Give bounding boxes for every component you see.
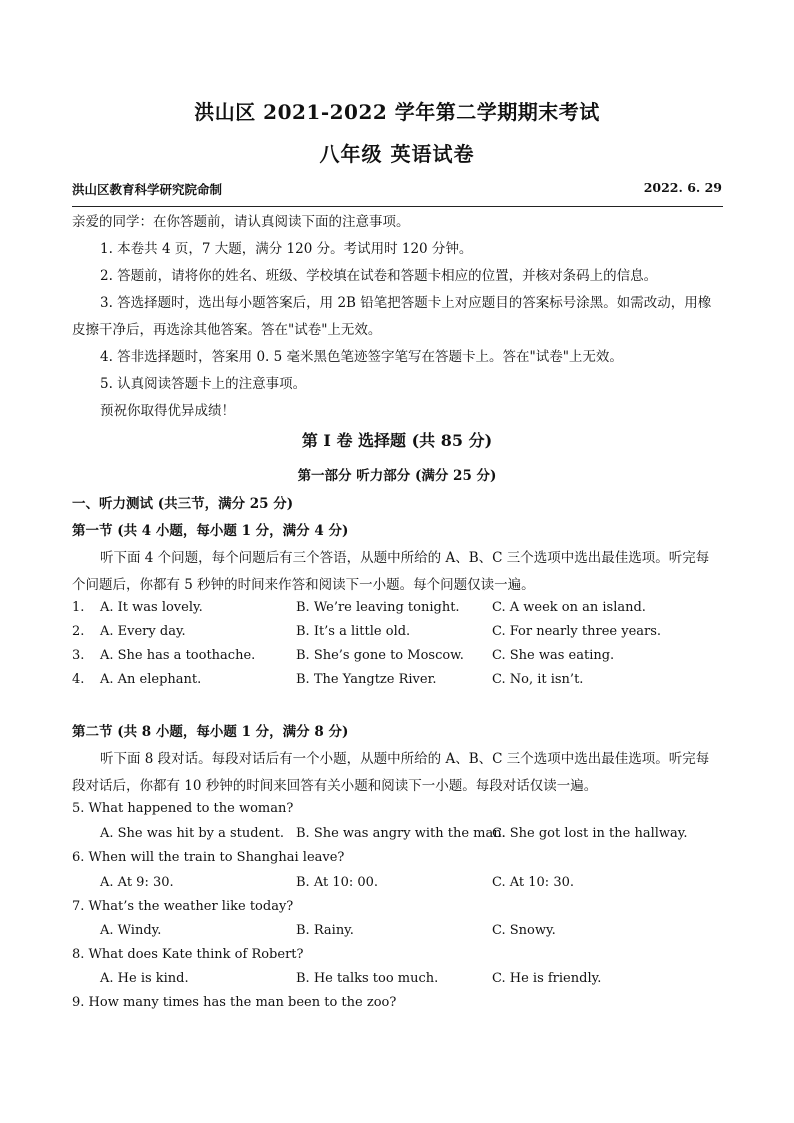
option-c: C. She got lost in the hallway. xyxy=(492,826,688,841)
note-2: 2. 答题前，请将你的姓名、班级、学校填在试卷和答题卡相应的位置，并核对条码上的信息。 xyxy=(100,268,658,284)
option-b: B. She’s gone to Moscow. xyxy=(296,648,464,663)
option-a: A. Windy. xyxy=(100,923,162,938)
option-c: C. No, it isn’t. xyxy=(492,672,584,687)
question-text: 5. What happened to the woman? xyxy=(72,801,294,816)
option-a: A. It was lovely. xyxy=(100,600,203,615)
exam-date: 2022. 6. 29 xyxy=(643,180,722,195)
section1-title: 第一节 (共 4 小题，每小题 1 分，满分 4 分) xyxy=(72,523,349,539)
header-divider xyxy=(72,206,723,207)
option-c: C. He is friendly. xyxy=(492,971,602,986)
question-text: 7. What’s the weather like today? xyxy=(72,899,294,914)
section1-instruction-2: 个问题后，你都有 5 秒钟的时间来作答和阅读下一小题。每个问题仅读一遍。 xyxy=(72,577,535,593)
note-3-cont: 皮擦干净后，再选涂其他答案。答在"试卷"上无效。 xyxy=(72,322,382,338)
option-b: B. Rainy. xyxy=(296,923,354,938)
question-text: 8. What does Kate think of Robert? xyxy=(72,947,304,962)
option-a: A. An elephant. xyxy=(100,672,202,687)
note-3: 3. 答选择题时，选出每小题答案后，用 2B 铅笔把答题卡上对应题目的答案标号涂黑。如需改动，用橡 xyxy=(100,295,712,311)
greeting-text: 亲爱的同学：在你答题前，请认真阅读下面的注意事项。 xyxy=(72,214,410,230)
option-b: B. He talks too much. xyxy=(296,971,439,986)
question-text: 6. When will the train to Shanghai leave? xyxy=(72,850,345,865)
question-text: 9. How many times has the man been to the zoo? xyxy=(72,995,397,1010)
option-a: A. She was hit by a student. xyxy=(100,826,285,841)
option-c: C. At 10: 30. xyxy=(492,875,574,890)
question-number: 3. xyxy=(72,648,85,663)
option-c: C. For nearly three years. xyxy=(492,624,662,639)
section2-title: 第二节 (共 8 小题，每小题 1 分，满分 8 分) xyxy=(72,724,349,740)
section1-instruction-1: 听下面 4 个问题，每个问题后有三个答语，从题中所给的 A、B、C 三个选项中选出最佳选项。听完每 xyxy=(100,550,710,566)
part-title: 第一部分 听力部分 (满分 25 分) xyxy=(297,468,497,484)
wish-text: 预祝你取得优异成绩！ xyxy=(100,403,235,419)
option-c: C. A week on an island. xyxy=(492,600,646,615)
question-number: 4. xyxy=(72,672,85,687)
volume-title: 第 I 卷 选择题 (共 85 分) xyxy=(301,431,493,450)
option-a: A. He is kind. xyxy=(100,971,189,986)
option-a: A. At 9: 30. xyxy=(100,875,174,890)
note-1: 1. 本卷共 4 页，7 大题，满分 120 分。考试用时 120 分钟。 xyxy=(100,241,473,257)
option-b: B. She was angry with the man. xyxy=(296,826,506,841)
option-b: B. The Yangtze River. xyxy=(296,672,437,687)
option-b: B. At 10: 00. xyxy=(296,875,379,890)
question-number: 1. xyxy=(72,600,85,615)
note-4: 4. 答非选择题时，答案用 0. 5 毫米黑色笔迹签字笔写在答题卡上。答在"试卷"上无效。 xyxy=(100,349,623,365)
option-c: C. Snowy. xyxy=(492,923,556,938)
section2-instruction-2: 段对话后，你都有 10 秒钟的时间来回答有关小题和阅读下一小题。每段对话仅读一遍。 xyxy=(72,778,598,794)
question-number: 2. xyxy=(72,624,85,639)
exam-title: 洪山区 2021-2022 学年第二学期期末考试 xyxy=(194,100,600,124)
organization-label: 洪山区教育科学研究院命制 xyxy=(72,182,223,197)
section2-instruction-1: 听下面 8 段对话。每段对话后有一个小题，从题中所给的 A、B、C 三个选项中选出最佳选项。听完每 xyxy=(100,751,710,767)
option-a: A. Every day. xyxy=(100,624,186,639)
option-b: B. We’re leaving tonight. xyxy=(296,600,460,615)
option-b: B. It’s a little old. xyxy=(296,624,411,639)
exam-subtitle: 八年级 英语试卷 xyxy=(319,142,475,166)
note-5: 5. 认真阅读答题卡上的注意事项。 xyxy=(100,376,307,392)
section-heading: 一、听力测试 (共三节，满分 25 分) xyxy=(72,496,294,512)
option-a: A. She has a toothache. xyxy=(100,648,256,663)
option-c: C. She was eating. xyxy=(492,648,615,663)
